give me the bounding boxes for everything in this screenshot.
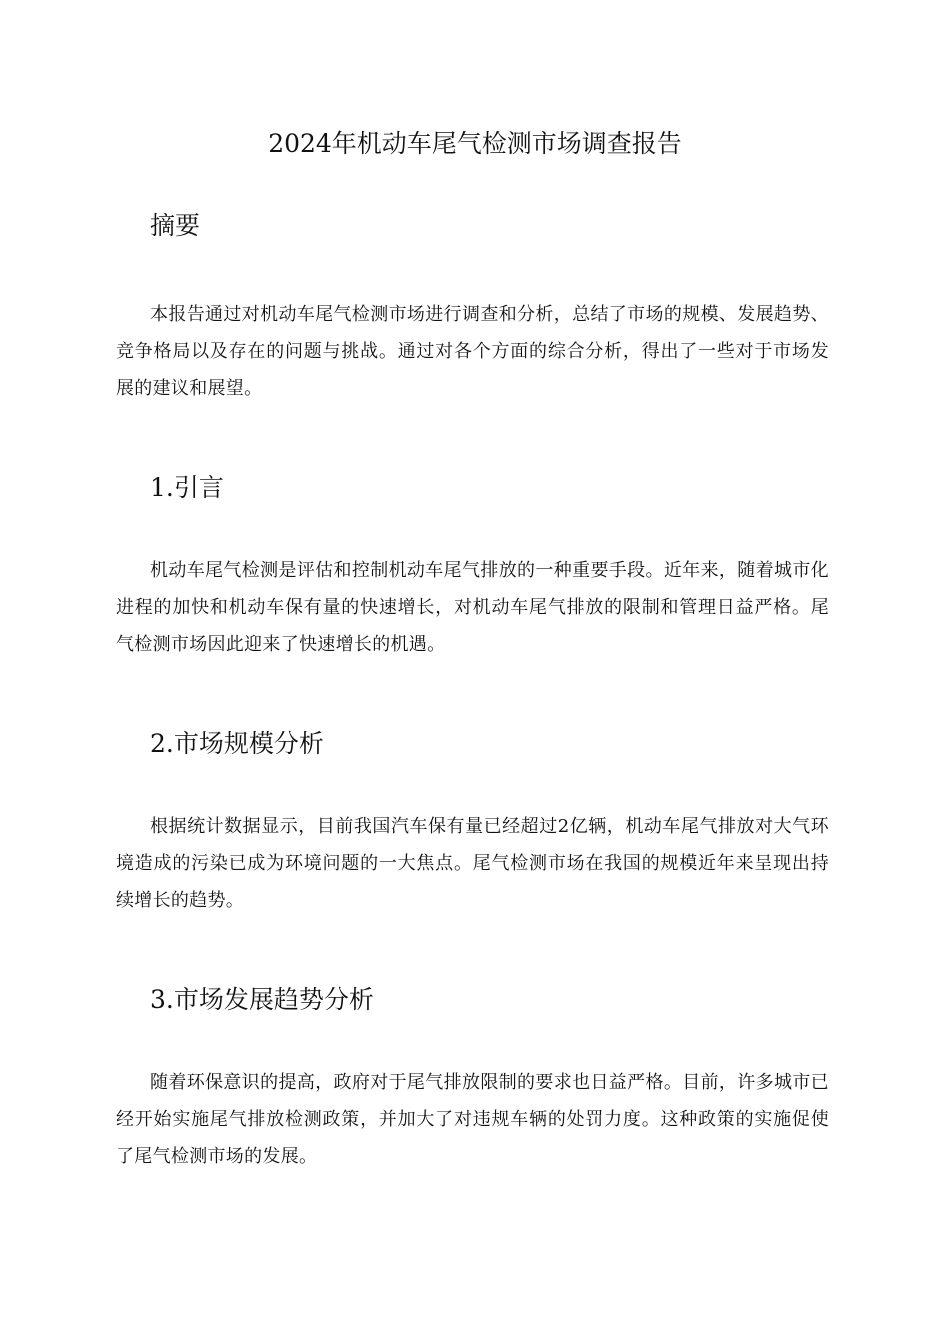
section-heading-introduction: 1.引言 — [150, 473, 224, 502]
section-heading-market-trend: 3.市场发展趋势分析 — [150, 985, 374, 1014]
section-body-market-trend: 随着环保意识的提高，政府对于尾气排放限制的要求也日益严格。目前，许多城市已经开始实施尾气排放检测政策，并加大了对违规车辆的处罚力度。这种政策的实施促使了尾气检测市场的发展。 — [116, 1072, 829, 1167]
section-body-introduction: 机动车尾气检测是评估和控制机动车尾气排放的一种重要手段。近年来，随着城市化进程的加快和机动车保有量的快速增长，对机动车尾气排放的限制和管理日益严格。尾气检测市场因此迎来了快速增长的机遇。 — [116, 560, 829, 655]
document-title: 2024年机动车尾气检测市场调查报告 — [268, 129, 682, 158]
section-body-market-size: 根据统计数据显示，目前我国汽车保有量已经超过2亿辆，机动车尾气排放对大气环境造成的污染已成为环境问题的一大焦点。尾气检测市场在我国的规模近年来呈现出持续增长的趋势。 — [116, 816, 829, 911]
section-heading-abstract: 摘要 — [150, 211, 201, 240]
section-body-abstract: 本报告通过对机动车尾气检测市场进行调查和分析，总结了市场的规模、发展趋势、竞争格局以及存在的问题与挑战。通过对各个方面的综合分析，得出了一些对于市场发展的建议和展望。 — [116, 304, 829, 399]
section-heading-market-size: 2.市场规模分析 — [150, 729, 324, 758]
